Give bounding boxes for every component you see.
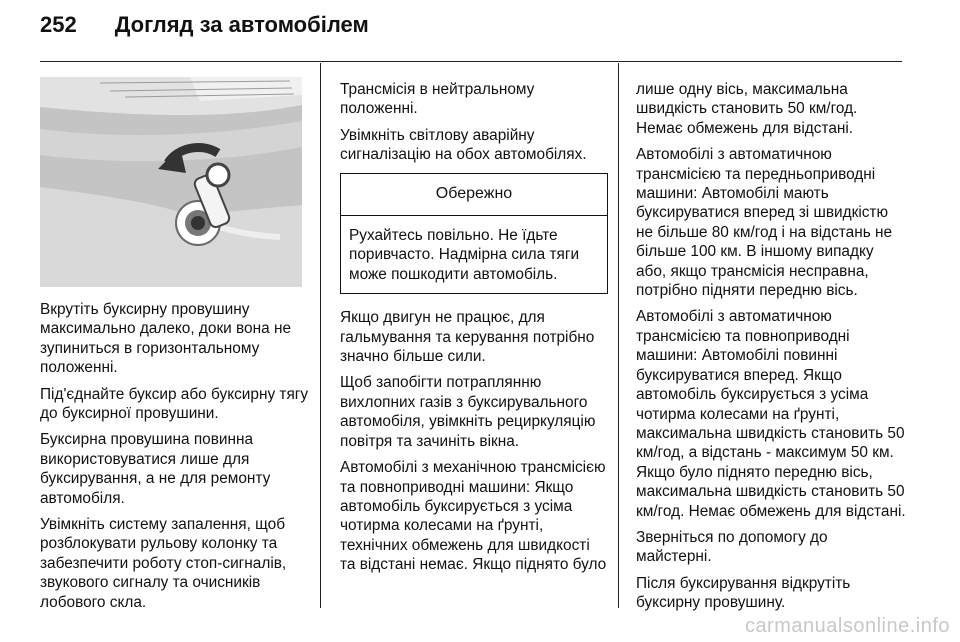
header-rule [40,61,902,62]
paragraph: Автомобілі з автоматичною трансмісією та повноприводні машини: Автомобілі повинні буксируватися вперед. Якщо автомобіль буксирується з усіма чотирма колесами на ґрунті, максимальна швидкість становить 50 км/год, а відстань - максимум 50 км. Якщо було піднято передню вісь, максимальна швидкість становить 50 км/год. Немає обмежень для відстані. [636,308,906,520]
paragraph: Під'єднайте буксир або буксирну тягу до буксирної провушини. [40,385,309,423]
page-number: 252 [40,12,77,37]
paragraph: Якщо двигун не працює, для гальмування та керування потрібно значно більше сили. [340,309,595,366]
paragraph: Автомобілі з автоматичною трансмісією та передньоприводні машини: Автомобілі мають буксируватися вперед зі швидкістю не більше 80 км/год і на відстань не більше 100 км. В іншому випадку або, якщо трансмісія несправна, потрібно підняти передню вісь. [636,146,893,300]
page-header [40,12,369,48]
paragraph: Автомобілі з механічною трансмісією та повноприводні машини: Якщо автомобіль буксирується з усіма чотирма колесами на ґрунті, технічних обмежень для швидкості та відстані немає. Якщо піднято було [340,459,607,574]
paragraph: Вкрутіть буксирну провушину максимально далеко, доки вона не зупиниться в горизонтальному положенні. [40,301,292,377]
towing-eye-illustration [40,77,302,287]
paragraph: лише одну вісь, максимальна швидкість становить 50 км/год. Немає обмежень для відстані. [636,81,858,137]
column-divider-2 [618,63,619,608]
watermark: carmanualsonline.info [744,615,950,637]
paragraph: Зверніться по допомогу до майстерні. [636,528,828,566]
caution-body: Рухайтесь повільно. Не їдьте поривчасто. Надмірна сила тяги може пошкодити автомобіль. [349,227,580,283]
page-title: Догляд за автомобілем [114,12,369,37]
caution-box [340,173,608,295]
column-divider-1 [320,63,321,608]
column-2 [340,80,608,582]
paragraph: Буксирна провушина повинна використовуватися лише для буксирування, а не для ремонту автомобіля. [40,431,271,507]
paragraph: Увімкніть світлову аварійну сигналізацію на обох автомобілях. [340,126,587,164]
column-1 [40,300,312,619]
towing-eye-drawing [40,77,302,287]
paragraph: Увімкніть систему запалення, щоб розблокувати рульову колонку та забезпечити роботу стоп-сигналів, звукового сигналу та очисників лобового скла. [40,516,287,611]
column-3 [636,80,906,620]
paragraph: Щоб запобігти потраплянню вихлопних газів з буксирувального автомобіля, увімкніть рециркуляцію повітря та зачиніть вікна. [340,374,596,450]
paragraph: Трансмісія в нейтральному положенні. [340,81,535,118]
paragraph: Після буксирування відкрутіть буксирну провушину. [636,574,851,612]
caution-title: Обережно [341,174,607,216]
